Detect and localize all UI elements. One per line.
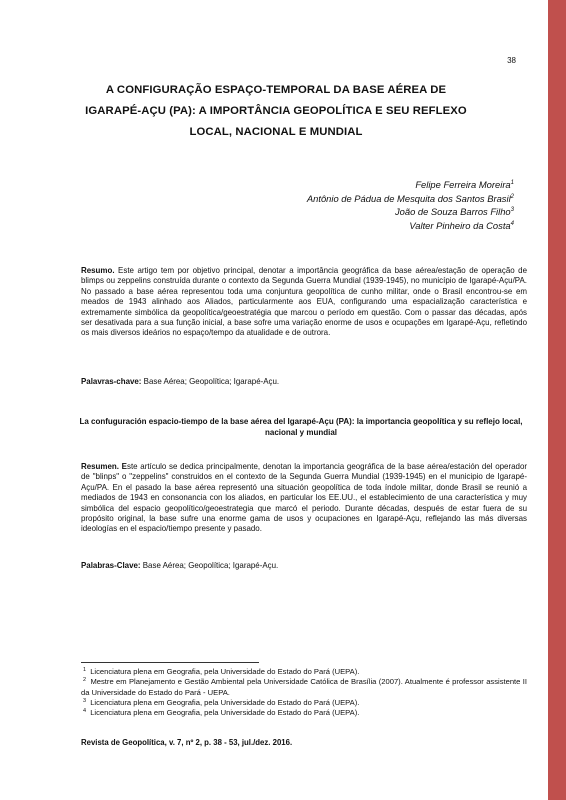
title-line: IGARAPÉ-AÇU (PA): A IMPORTÂNCIA GEOPOLÍTICA E SEU REFLEXO — [85, 105, 467, 117]
abstract-text: ste artículo se dedica principalmente, denotan la importancia geográfica de la base aérea/estación del operador de "blinps" o "zeppelins" construidos en el contexto de la Segunda Guerra Mundial (1939-1945) en el municipio de Igarapé-Açu/PA. En el pasado la base aérea representó una situación geopolítica de toda índole militar, donde Brasil se reunió a mediados de 1943 en consonancia con los aliados, en particular los EE.UU., el establecimiento de una característica y muy simbólica del espacio geopolítico/geoestrategia que marcó el periodo. Durante décadas, después de estar fuera de su propósito original, la base sufre una enorme gama de usos y ocupaciones en Igarapé-Açu, reflejando las más diversas ideologías en el espacio/tiempo presente y pasado. — [81, 462, 528, 534]
abstract-es — [81, 462, 527, 535]
page-number: 38 — [507, 56, 516, 65]
author: João de Souza Barros Filho$^3$ — [394, 206, 514, 217]
footnote: $^3$ Licenciatura plena em Geografia, pela Universidade do Estado do Pará (UEPA). — [83, 697, 360, 707]
keywords-es: Palabras-Clave: Base Aérea; Geopolítica; Igarapé-Açu. — [81, 561, 279, 570]
abstract-label: Resumen. E — [81, 462, 127, 471]
side-color-bar — [548, 0, 566, 800]
abstract-label: Resumo. — [81, 266, 115, 275]
title-line: A CONFIGURAÇÃO ESPAÇO-TEMPORAL DA BASE AÉREA DE — [105, 84, 447, 96]
abstract-text: Este artigo tem por objetivo principal, denotar a importância geográfica da base aérea/estação de operação de blimps ou zeppelins construída durante o contexto da Segunda Guerra Mundial (1939-1945), no município de Igarapé-Açu/PA. No passado a base aérea representou toda uma conjuntura geopolítica de cunho militar, onde o Brasil encontrou-se em meados de 1943 alinhado aos Aliados, particularmente aos EUA, configurando uma espacialização característica e extremamente simbólica da geopolítica/geoestratégia que marcou o período em questão. Com o passar das décadas, após ser desativada para a sua função inicial, a base sofre uma variação enorme de usos e ocupações em Igarapé-Açu, refletindo os mais diversos ideários no espaço/tempo da atualidade e de outrora. — [81, 266, 527, 338]
footnote: $^1$ Licenciatura plena em Geografia, pela Universidade do Estado do Pará (UEPA). — [83, 667, 360, 676]
footnote-divider — [81, 662, 259, 663]
title-line: LOCAL, NACIONAL E MUNDIAL — [189, 126, 363, 138]
journal-citation: Revista de Geopolítica, v. 7, nº 2, p. 38 - 53, jul./dez. 2016. — [81, 738, 293, 747]
footnote: $^4$ Licenciatura plena em Geografia, pela Universidade do Estado do Pará (UEPA). — [83, 708, 360, 718]
author: Antônio de Pádua de Mesquita dos Santos Brasil$^2$ — [306, 192, 514, 204]
abstract-pt — [81, 266, 527, 339]
article-title — [70, 80, 482, 143]
author: Valter Pinheiro da Costa$^4$ — [409, 219, 514, 231]
author: Felipe Ferreira Moreira$^1$ — [415, 179, 514, 190]
spanish-title: La confuguración espacio-tiempo de la base aérea del Igarapé-Açu (PA): la importancia geopolítica y su reflejo local, nacional y mundial — [79, 417, 523, 437]
footnote: $^2$ Mestre em Planejamento e Gestão Ambiental pela Universidade Católica de Brasília (2007). Atualmente é professor assistente II da Universidade do Estado do Pará - UEPA. — [81, 677, 527, 697]
author-list — [307, 178, 514, 232]
footnotes — [81, 667, 527, 718]
keywords-pt: Palavras-chave: Base Aérea; Geopolítica; Igarapé-Açu. — [81, 377, 280, 386]
